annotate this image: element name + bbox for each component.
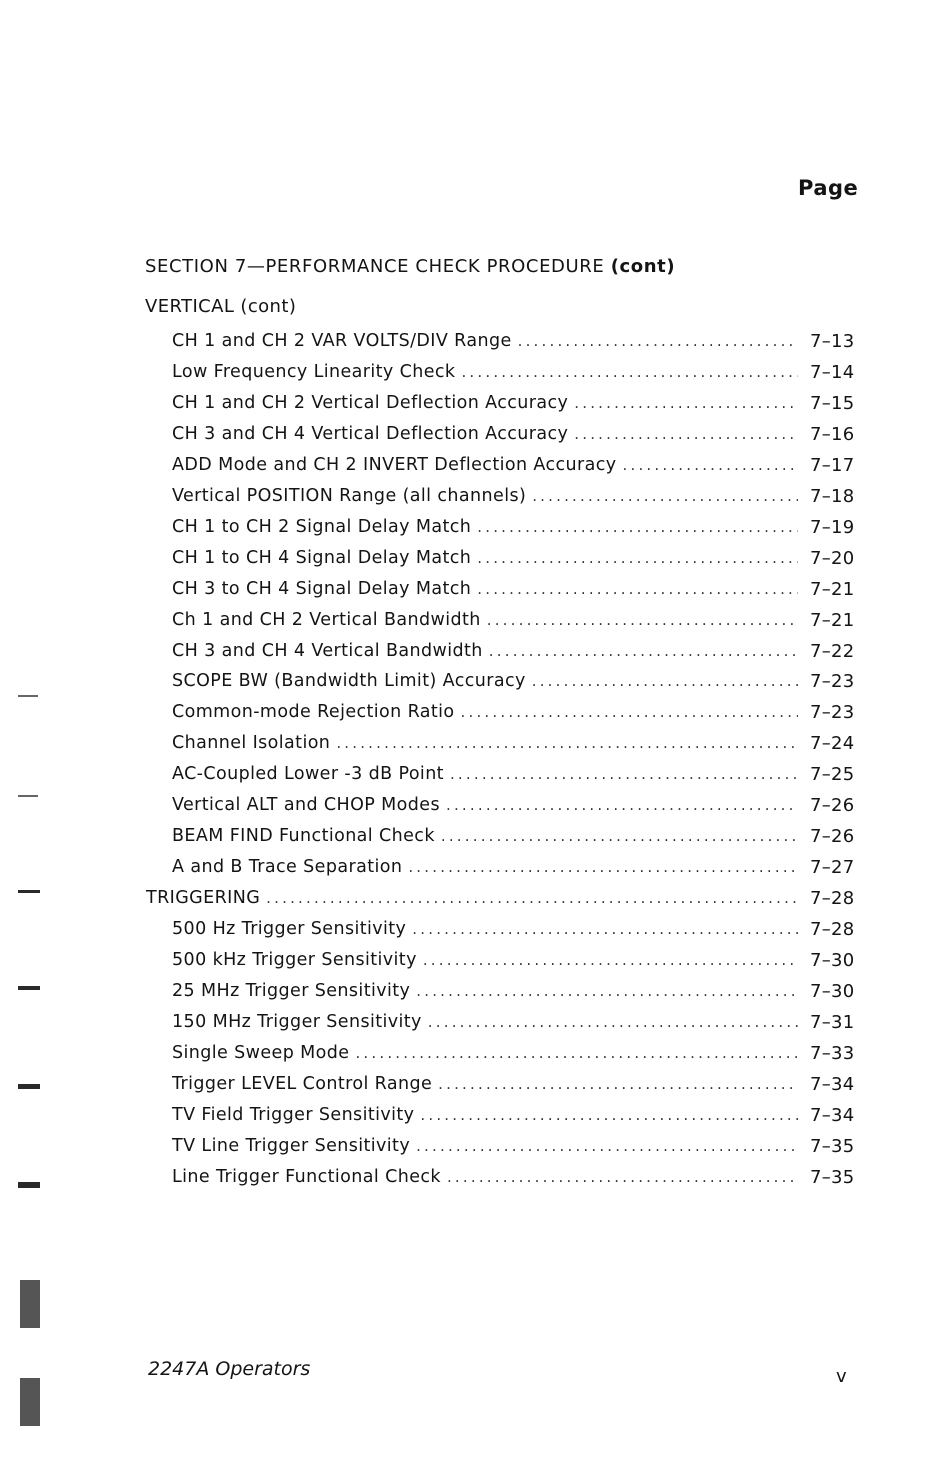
toc-entry-label: Single Sweep Mode <box>172 1042 350 1063</box>
toc-entry-row <box>172 728 798 759</box>
toc-entry-page: 7–34 <box>810 1073 855 1095</box>
toc-entry-row <box>172 326 798 357</box>
section-title-text: SECTION 7—PERFORMANCE CHECK PROCEDURE <box>145 256 605 277</box>
toc-entry-page: 7–28 <box>810 888 855 910</box>
toc-entry <box>0 636 950 667</box>
dot-leader <box>532 666 798 697</box>
toc-entry <box>0 543 950 574</box>
toc-entry <box>0 357 950 388</box>
toc-entry-page: 7–16 <box>810 423 855 445</box>
toc-entry <box>0 759 950 790</box>
toc-entry-label: CH 3 and CH 4 Vertical Bandwidth <box>172 640 483 661</box>
dot-leader <box>336 728 798 759</box>
dot-leader <box>266 883 798 914</box>
toc-entry-row <box>172 574 798 605</box>
toc-entry-row <box>172 357 798 388</box>
toc-entry-row <box>172 945 798 976</box>
toc-entry <box>0 852 950 883</box>
dot-leader <box>416 1131 798 1162</box>
toc-entry-page: 7–15 <box>810 392 855 414</box>
toc-entry-row <box>172 821 798 852</box>
toc-entry <box>0 697 950 728</box>
section-title-suffix: (cont) <box>610 256 676 277</box>
toc-entry-label: TV Field Trigger Sensitivity <box>172 1104 415 1125</box>
toc-entry-page: 7–18 <box>810 485 855 507</box>
dot-leader <box>446 790 798 821</box>
toc-entry <box>0 821 950 852</box>
toc-entry <box>0 728 950 759</box>
toc-entry <box>0 481 950 512</box>
toc-entry-row <box>172 1007 798 1038</box>
toc-entry-page: 7–21 <box>810 609 855 631</box>
toc-entry-label: 500 Hz Trigger Sensitivity <box>172 919 407 940</box>
dot-leader <box>518 326 798 357</box>
toc-entry <box>0 605 950 636</box>
toc-entry-row <box>172 1131 798 1162</box>
toc-entry-label: 25 MHz Trigger Sensitivity <box>172 980 411 1001</box>
binding-mark <box>20 1378 40 1426</box>
toc-entry-label: TRIGGERING <box>146 888 261 909</box>
toc-entry-label: Trigger LEVEL Control Range <box>172 1073 433 1094</box>
toc-entry-row <box>172 512 798 543</box>
dot-leader <box>355 1038 798 1069</box>
toc-entry-label: Channel Isolation <box>172 733 331 754</box>
toc-entry <box>0 512 950 543</box>
toc-entry-label: Line Trigger Functional Check <box>172 1166 441 1187</box>
table-of-contents <box>0 294 950 1188</box>
toc-entry-page: 7–31 <box>810 1011 855 1033</box>
toc-entry-row <box>172 1162 798 1193</box>
section-title <box>145 256 675 277</box>
toc-entry-row <box>172 914 798 945</box>
toc-entry <box>0 1162 950 1193</box>
toc-entry-row <box>172 481 798 512</box>
toc-entry-page: 7–14 <box>810 361 855 383</box>
toc-entry-row <box>172 1069 798 1100</box>
toc-entry-row <box>172 636 798 667</box>
toc-entry-page: 7–25 <box>810 764 855 786</box>
toc-entry-label: CH 1 and CH 2 Vertical Deflection Accuracy <box>172 392 569 413</box>
toc-entry-row <box>172 605 798 636</box>
dot-leader <box>477 543 798 574</box>
toc-entry-page: 7–26 <box>810 795 855 817</box>
toc-entry-label: A and B Trace Separation <box>172 857 403 878</box>
toc-entry <box>0 1131 950 1162</box>
toc-entry <box>0 326 950 357</box>
dot-leader <box>461 697 798 728</box>
toc-entry-label: SCOPE BW (Bandwidth Limit) Accuracy <box>172 671 526 692</box>
toc-entry-row <box>172 450 798 481</box>
toc-entry <box>0 945 950 976</box>
toc-entry <box>0 1007 950 1038</box>
toc-entry-page: 7–35 <box>810 1166 855 1188</box>
toc-entry-page: 7–30 <box>810 950 855 971</box>
toc-entry-page: 7–35 <box>810 1135 855 1157</box>
dot-leader <box>416 976 798 1007</box>
toc-entry-row <box>146 883 798 914</box>
toc-entry-row <box>172 1100 798 1131</box>
toc-entry-row <box>172 419 798 450</box>
toc-entry-page: 7–24 <box>810 733 855 755</box>
toc-entry-page: 7–22 <box>810 640 855 662</box>
dot-leader <box>441 821 798 852</box>
toc-entry-page: 7–23 <box>810 671 855 693</box>
toc-entry-label: CH 1 to CH 2 Signal Delay Match <box>172 516 472 537</box>
toc-entry-row <box>172 759 798 790</box>
page-column-heading: Page <box>798 176 859 200</box>
dot-leader <box>461 357 798 388</box>
toc-entry <box>0 883 950 914</box>
toc-entry-page: 7–28 <box>810 919 855 941</box>
dot-leader <box>423 945 798 976</box>
toc-entry <box>0 666 950 697</box>
dot-leader <box>487 605 798 636</box>
toc-entry-label: Vertical ALT and CHOP Modes <box>172 795 440 816</box>
toc-entry-label: Low Frequency Linearity Check <box>172 361 456 382</box>
dot-leader <box>574 388 798 419</box>
toc-entry-page: 7–20 <box>810 547 855 569</box>
toc-entry-label: CH 1 to CH 4 Signal Delay Match <box>172 547 472 568</box>
toc-entry-row <box>172 976 798 1007</box>
toc-entry-row <box>172 666 798 697</box>
toc-entry <box>0 914 950 945</box>
dot-leader <box>477 574 798 605</box>
toc-entry-page: 7–19 <box>810 516 855 538</box>
toc-entry-label: 150 MHz Trigger Sensitivity <box>172 1011 422 1032</box>
toc-entry-label: 500 kHz Trigger Sensitivity <box>172 950 417 970</box>
toc-entry-page: 7–26 <box>810 826 855 848</box>
dot-leader <box>574 419 798 450</box>
toc-group-heading-text: VERTICAL (cont) <box>145 296 297 317</box>
toc-entry-label: ADD Mode and CH 2 INVERT Deflection Accuracy <box>172 454 617 475</box>
toc-entry <box>0 574 950 605</box>
toc-entry <box>0 450 950 481</box>
toc-entry-page: 7–30 <box>810 980 855 1002</box>
toc-entry-label: BEAM FIND Functional Check <box>172 826 435 847</box>
toc-entry-label: AC-Coupled Lower -3 dB Point <box>172 764 444 785</box>
binding-mark <box>20 1280 40 1328</box>
toc-entry <box>0 419 950 450</box>
toc-entry-label: CH 1 and CH 2 VAR VOLTS/DIV Range <box>172 331 512 351</box>
toc-entry-row <box>172 1038 798 1069</box>
footer-manual-title: 2247A Operators <box>148 1358 311 1380</box>
toc-entry-page: 7–13 <box>810 331 855 352</box>
dot-leader <box>532 481 798 512</box>
toc-entry <box>0 1069 950 1100</box>
dot-leader <box>438 1069 798 1100</box>
dot-leader <box>428 1007 798 1038</box>
toc-entry-row <box>172 543 798 574</box>
toc-entry-row <box>172 852 798 883</box>
toc-entry <box>0 1038 950 1069</box>
toc-entry-label: Common-mode Rejection Ratio <box>172 702 455 723</box>
dot-leader <box>408 852 798 883</box>
toc-entry-label: TV Line Trigger Sensitivity <box>172 1135 411 1156</box>
toc-entry <box>0 1100 950 1131</box>
dot-leader <box>412 914 798 945</box>
toc-entry-label: CH 3 and CH 4 Vertical Deflection Accuracy <box>172 423 569 444</box>
toc-entry <box>0 388 950 419</box>
toc-entry-row <box>172 388 798 419</box>
toc-group-heading <box>0 294 950 324</box>
toc-entry-page: 7–17 <box>810 454 855 476</box>
dot-leader <box>450 759 798 790</box>
toc-entry-page: 7–21 <box>810 578 855 600</box>
dot-leader <box>623 450 798 481</box>
toc-entry-label: Vertical POSITION Range (all channels) <box>172 485 527 506</box>
dot-leader <box>489 636 798 667</box>
dot-leader <box>477 512 798 543</box>
toc-entry-page: 7–34 <box>810 1104 855 1126</box>
toc-entry-label: Ch 1 and CH 2 Vertical Bandwidth <box>172 609 481 630</box>
toc-entry-label: CH 3 to CH 4 Signal Delay Match <box>172 578 472 599</box>
toc-entry-page: 7–27 <box>810 857 855 879</box>
toc-entry-page: 7–23 <box>810 702 855 724</box>
footer-page-number: v <box>836 1366 847 1387</box>
toc-entry-row <box>172 790 798 821</box>
dot-leader <box>420 1100 798 1131</box>
toc-entry <box>0 790 950 821</box>
toc-entry <box>0 976 950 1007</box>
toc-entry-page: 7–33 <box>810 1042 855 1064</box>
toc-entry-row <box>172 697 798 728</box>
dot-leader <box>447 1162 798 1193</box>
